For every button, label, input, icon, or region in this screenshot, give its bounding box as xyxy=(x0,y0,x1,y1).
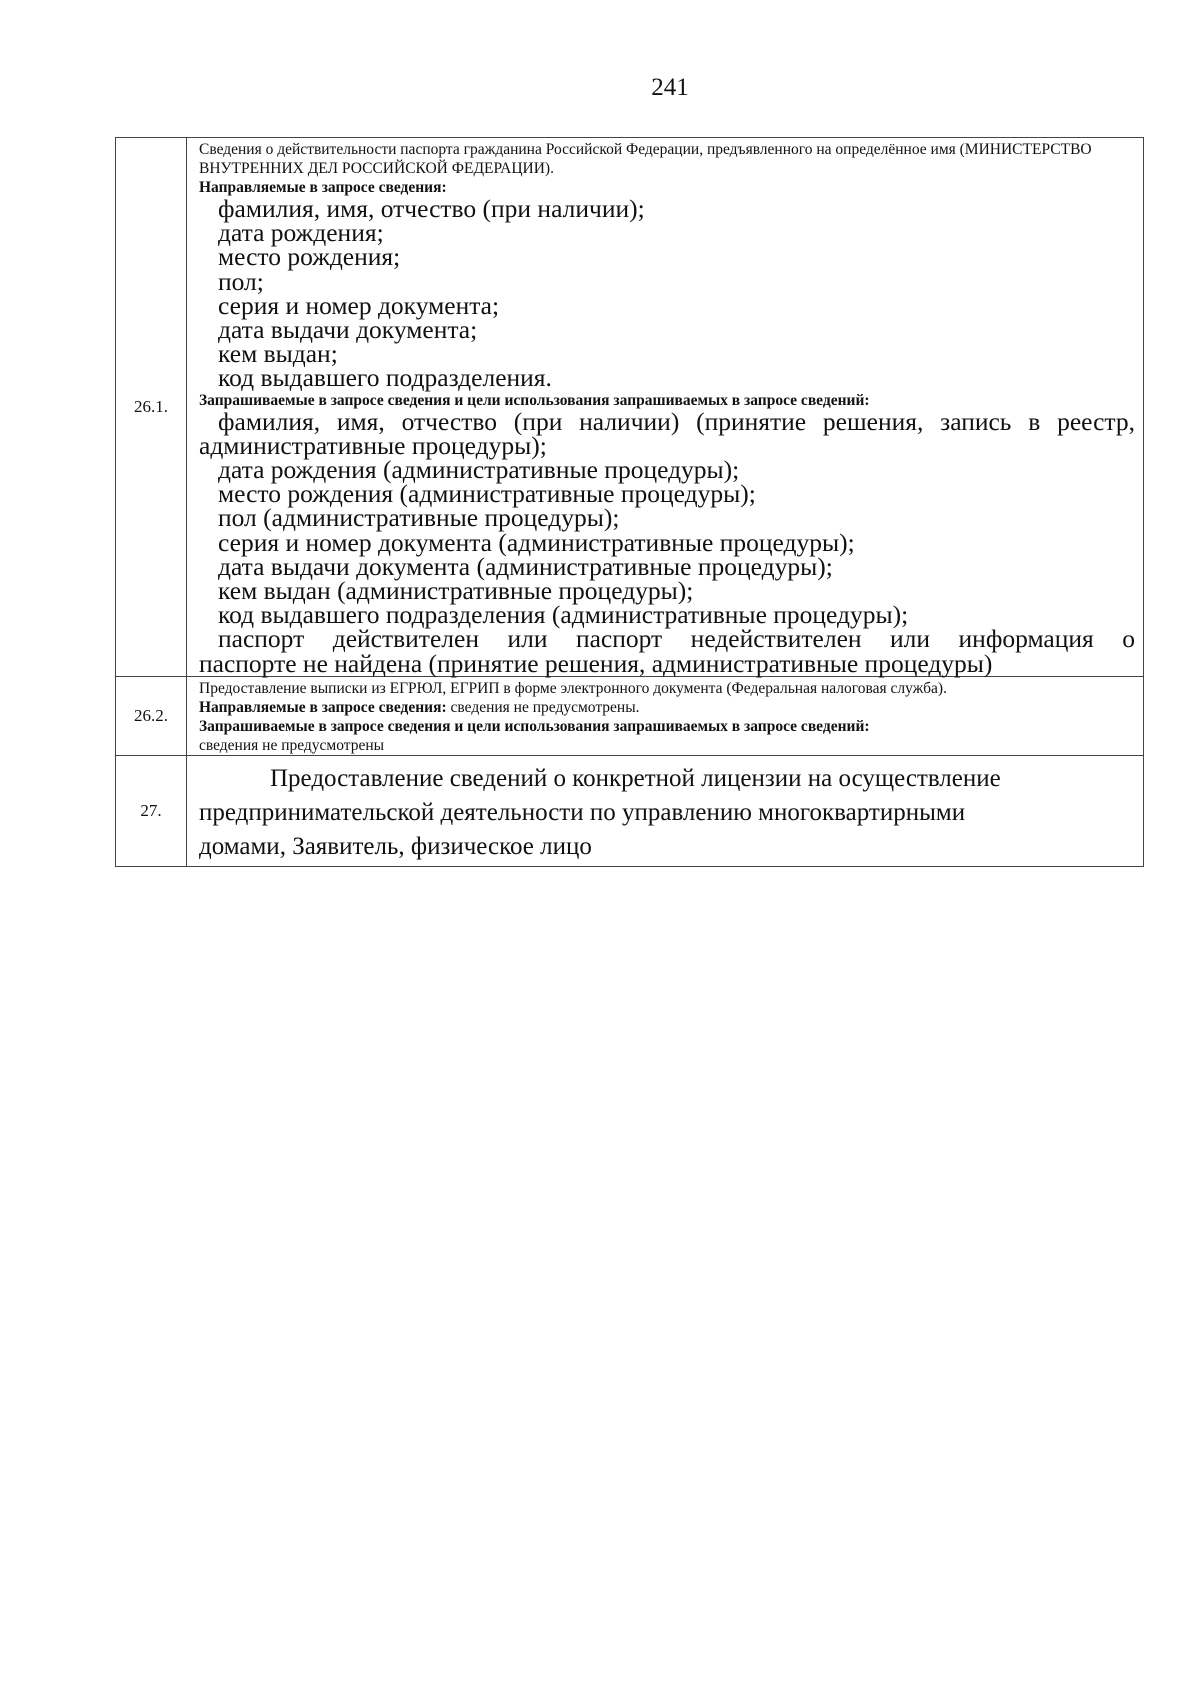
row-number: 26.2. xyxy=(116,676,187,755)
sent-item: серия и номер документа; xyxy=(218,290,500,320)
services-table xyxy=(115,137,1144,867)
sent-item: фамилия, имя, отчество (при наличии); xyxy=(218,194,645,223)
row-number: 27. xyxy=(116,755,187,866)
sent-item: кем выдан; xyxy=(218,339,338,369)
service-title-line: Предоставление сведений о конкретной лицензии на осуществление xyxy=(270,764,1001,792)
sent-item: код выдавшего подразделения. xyxy=(218,363,552,393)
requested-item: дата выдачи документа (административные процедуры); xyxy=(218,551,833,581)
requested-item: серия и номер документа (административные процедуры); xyxy=(218,527,855,557)
page-number: 241 xyxy=(651,74,689,101)
sent-item: дата выдачи документа; xyxy=(218,315,478,345)
service-description: Сведения о действительности паспорта гражданина Российской Федерации, предъявленного на определённое имя (МИНИСТЕРСТВО ВНУТРЕННИХ ДЕЛ РОССИЙСКОЙ ФЕДЕРАЦИИ). xyxy=(199,141,1092,177)
requested-item: код выдавшего подразделения (административные процедуры); xyxy=(218,600,909,630)
sent-data-heading: Направляемые в запросе сведения: xyxy=(199,179,447,196)
sent-data-value: сведения не предусмотрены. xyxy=(450,698,640,716)
requested-data-heading: Запрашиваемые в запросе сведения и цели использования запрашиваемых в запросе сведений: xyxy=(199,391,870,409)
requested-item: паспорт действителен или паспорт недействителен или информация о xyxy=(218,624,1135,654)
service-description: Предоставление выписки из ЕГРЮЛ, ЕГРИП в форме электронного документа (Федеральная налоговая служба). xyxy=(199,679,947,697)
row-number: 26.1. xyxy=(116,138,187,677)
requested-item: место рождения (административные процедуры); xyxy=(218,479,756,509)
sent-data-heading: Направляемые в запросе сведения: xyxy=(199,698,447,716)
requested-item: административные процедуры); xyxy=(199,430,547,460)
requested-item: кем выдан (административные процедуры); xyxy=(218,576,694,606)
row-content xyxy=(187,755,1144,866)
requested-data-value: сведения не предусмотрены xyxy=(199,736,385,754)
requested-data-heading: Запрашиваемые в запросе сведения и цели использования запрашиваемых в запросе сведений: xyxy=(199,717,870,735)
service-title-line: домами, Заявитель, физическое лицо xyxy=(199,832,592,860)
requested-item: паспорте не найдена (принятие решения, административные процедуры) xyxy=(199,648,993,678)
sent-item: место рождения; xyxy=(218,242,401,272)
service-title-line: предпринимательской деятельности по управлению многоквартирными xyxy=(199,798,966,826)
table-row-26-2 xyxy=(116,676,1144,755)
requested-item: пол (административные процедуры); xyxy=(218,503,620,533)
requested-item: дата рождения (административные процедуры); xyxy=(218,455,740,485)
requested-item: фамилия, имя, отчество (при наличии) (принятие решения, запись в реестр, xyxy=(218,406,1135,436)
sent-item: дата рождения; xyxy=(218,218,384,248)
table-row-27 xyxy=(116,755,1144,866)
sent-item: пол; xyxy=(218,266,264,296)
table-row-26-1 xyxy=(116,138,1144,677)
row-content xyxy=(187,676,1144,755)
row-content xyxy=(187,138,1144,677)
